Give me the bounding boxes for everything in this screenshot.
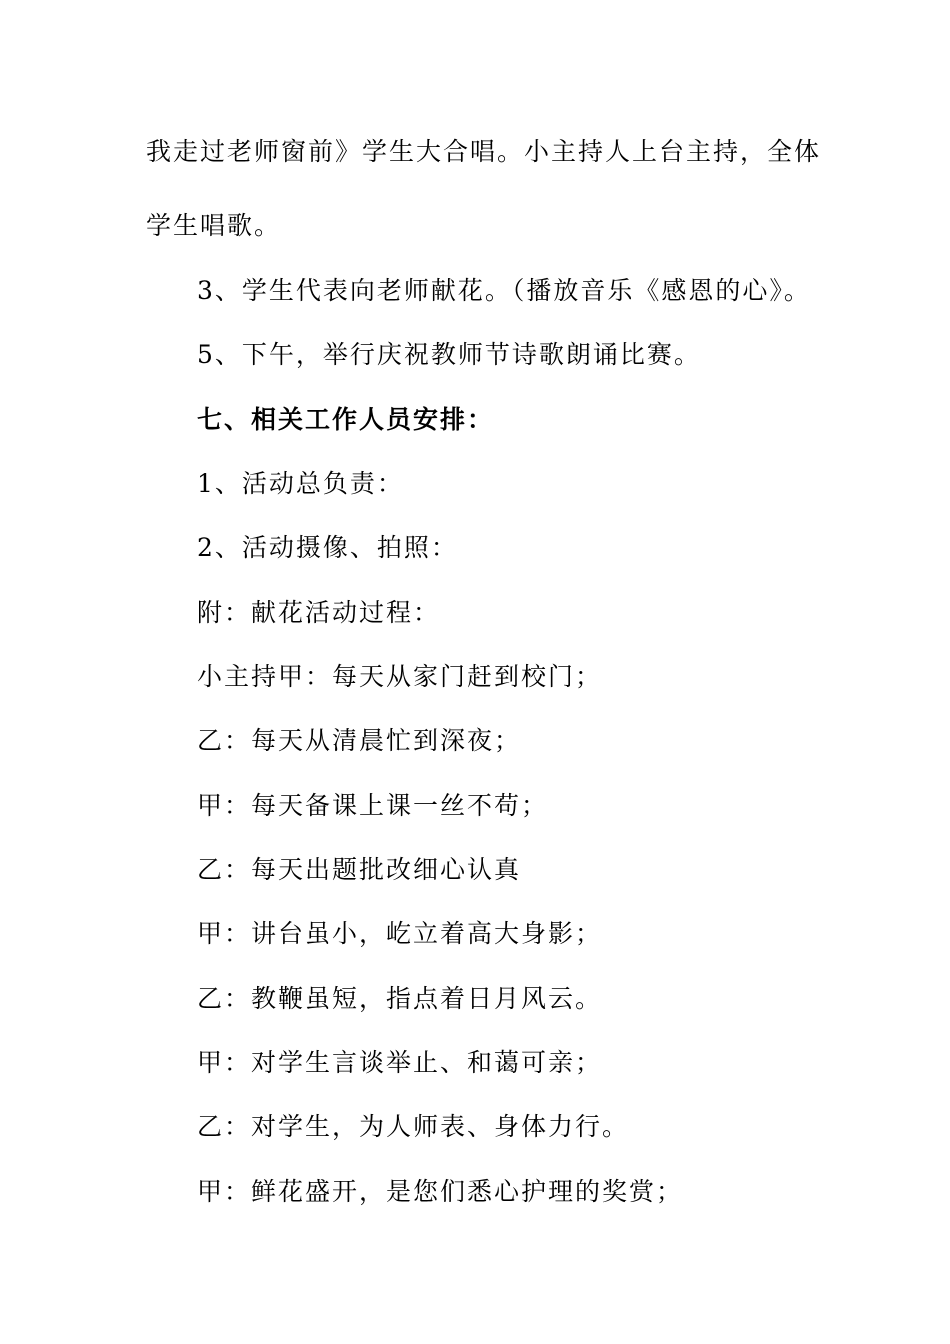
paragraph-line: 乙：对学生，为人师表、身体力行。 [197, 1112, 630, 1141]
paragraph-line: 附：献花活动过程： [197, 598, 441, 627]
paragraph-line: 乙：教鞭虽短，指点着日月风云。 [197, 984, 603, 1013]
paragraph-line: 甲：每天备课上课一丝不苟； [197, 791, 549, 820]
paragraph-line: 乙：每天从清晨忙到深夜； [197, 726, 522, 755]
paragraph-line: 1、活动总负责： [197, 469, 404, 498]
paragraph-line: 学生唱歌。 [146, 211, 282, 240]
paragraph-line: 乙：每天出题批改细心认真 [197, 855, 522, 884]
paragraph-line: 小主持甲：每天从家门赶到校门； [197, 662, 603, 691]
paragraph-line: 甲：讲台虽小，屹立着高大身影； [197, 919, 603, 948]
paragraph-line: 我走过老师窗前》学生大合唱。小主持人上台主持，全体 [146, 137, 822, 166]
paragraph-line: 5、下午，举行庆祝教师节诗歌朗诵比赛。 [197, 340, 701, 369]
paragraph-line: 甲：鲜花盛开，是您们悉心护理的奖赏； [197, 1177, 684, 1206]
paragraph-line: 3、学生代表向老师献花。（播放音乐《感恩的心》。 [197, 276, 811, 305]
paragraph-line: 甲：对学生言谈举止、和蔼可亲； [197, 1048, 603, 1077]
paragraph-line: 2、活动摄像、拍照： [197, 533, 458, 562]
section-heading: 七、相关工作人员安排： [197, 405, 495, 434]
